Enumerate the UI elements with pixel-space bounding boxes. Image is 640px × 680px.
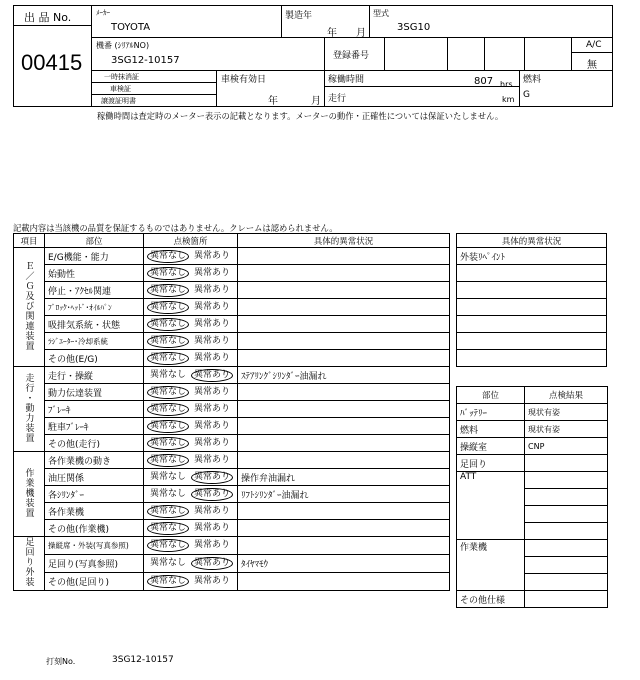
mileage-label: 走行 xyxy=(328,94,347,104)
temp-cert-label: 一時抹消証 xyxy=(104,73,139,81)
right-anomaly-header: 具体的異常状況 xyxy=(457,234,607,248)
ng-circled-mark: 異常あり xyxy=(191,471,233,484)
ng-mark: 異常あり xyxy=(194,386,231,397)
detail-cell xyxy=(238,401,450,418)
inspection-row xyxy=(14,316,450,333)
part-cell: 各作業機 xyxy=(45,503,144,520)
detail-cell xyxy=(238,384,450,401)
inspection-row xyxy=(14,486,450,503)
inspection-row xyxy=(14,401,450,418)
ok-circled-mark: 異常なし xyxy=(147,403,189,416)
ok-circled-mark: 異常なし xyxy=(147,301,189,314)
inspection-header-cell: 部位 xyxy=(45,234,144,248)
ng-mark: 異常あり xyxy=(194,301,231,312)
maker-label: ﾒｰｶｰ xyxy=(96,9,110,17)
inspection-row xyxy=(14,418,450,435)
listing-no-label: 出 品 No. xyxy=(24,11,72,24)
ng-mark: 異常あり xyxy=(194,284,231,295)
status-cell xyxy=(144,555,238,573)
inspection-table xyxy=(13,233,450,591)
inspection-row xyxy=(14,555,450,573)
category-cell xyxy=(14,452,45,537)
right-anomaly-table xyxy=(456,233,607,367)
status-cell xyxy=(144,469,238,486)
detail-cell xyxy=(238,520,450,537)
status-cell xyxy=(144,333,238,350)
detail-cell xyxy=(238,316,450,333)
ng-mark: 異常あり xyxy=(194,454,231,465)
stamp-label: 打刻No. xyxy=(46,657,76,666)
detail-cell: 操作弁油漏れ xyxy=(238,469,450,486)
ok-circled-mark: 異常なし xyxy=(147,284,189,297)
ng-mark: 異常あり xyxy=(194,522,231,533)
results-part-cell: 足回り xyxy=(457,455,525,472)
results-value-cell xyxy=(525,455,608,472)
att-value-cell xyxy=(525,472,608,489)
reg-no-label: 登録番号 xyxy=(333,51,370,61)
part-cell: ﾌﾞﾛｯｸ･ﾍｯﾄﾞ･ｵｲﾙﾊﾟﾝ xyxy=(45,299,144,316)
detail-cell xyxy=(238,435,450,452)
detail-cell: ﾘﾌﾄｼﾘﾝﾀﾞｰ油漏れ xyxy=(238,486,450,503)
ng-mark: 異常あり xyxy=(194,540,231,550)
hours-label: 稼働時間 xyxy=(328,75,365,85)
ok-circled-mark: 異常なし xyxy=(147,575,189,588)
year-unit: 年 xyxy=(327,28,337,39)
ok-circled-mark: 異常なし xyxy=(147,352,189,365)
ok-mark: 異常なし xyxy=(150,488,187,499)
ok-circled-mark: 異常なし xyxy=(147,539,189,552)
part-cell: 操縦席・外装(写真参照) xyxy=(45,537,144,555)
right-anomaly-cell xyxy=(457,299,607,316)
status-cell xyxy=(144,435,238,452)
ng-mark: 異常あり xyxy=(194,437,231,448)
ok-circled-mark: 異常なし xyxy=(147,437,189,450)
part-cell: ﾗｼﾞｴｰﾀｰ･冷却系統 xyxy=(45,333,144,350)
detail-cell xyxy=(238,537,450,555)
ng-mark: 異常あり xyxy=(194,335,231,346)
part-cell: ﾌﾞﾚｰｷ xyxy=(45,401,144,418)
results-table xyxy=(456,386,608,608)
status-cell xyxy=(144,350,238,367)
ok-circled-mark: 異常なし xyxy=(147,522,189,535)
results-header-cell: 部位 xyxy=(457,387,525,404)
results-part-cell: 燃料 xyxy=(457,421,525,438)
work-value-cell xyxy=(525,540,608,557)
right-anomaly-cell xyxy=(457,282,607,299)
part-cell: 駐車ﾌﾞﾚｰｷ xyxy=(45,418,144,435)
results-part-cell: 操縦室 xyxy=(457,438,525,455)
results-value-cell: CNP xyxy=(525,438,608,455)
fuel-value: G xyxy=(523,90,530,100)
ng-circled-mark: 異常あり xyxy=(191,488,233,501)
part-cell: 足回り(写真参照) xyxy=(45,555,144,573)
status-cell xyxy=(144,282,238,299)
results-value-cell: 現状有姿 xyxy=(525,421,608,438)
part-cell: 各作業機の動き xyxy=(45,452,144,469)
other-spec-value xyxy=(525,591,608,608)
fuel-label: 燃料 xyxy=(523,75,542,85)
status-cell xyxy=(144,486,238,503)
ng-mark: 異常あり xyxy=(194,267,231,278)
inspection-row xyxy=(14,248,450,265)
category-label: 作業機装置 xyxy=(23,467,34,518)
att-label: ATT xyxy=(457,472,525,540)
ok-circled-mark: 異常なし xyxy=(147,420,189,433)
status-cell xyxy=(144,265,238,282)
ok-circled-mark: 異常なし xyxy=(147,454,189,467)
right-anomaly-cell xyxy=(457,316,607,333)
detail-cell xyxy=(238,299,450,316)
part-cell: E/G機能・能力 xyxy=(45,248,144,265)
category-label: 走行・動力装置 xyxy=(23,372,34,443)
ng-mark: 異常あり xyxy=(194,318,231,329)
right-anomaly-cell: 外装ﾘﾍﾟｲﾝﾄ xyxy=(457,248,607,265)
ok-mark: 異常なし xyxy=(150,369,187,380)
att-value-cell xyxy=(525,523,608,540)
status-cell xyxy=(144,299,238,316)
detail-cell xyxy=(238,248,450,265)
inspection-header-cell: 具体的異常状況 xyxy=(238,234,450,248)
detail-cell xyxy=(238,418,450,435)
detail-cell: ｽﾃｱﾘﾝｸﾞｼﾘﾝﾀﾞｰ油漏れ xyxy=(238,367,450,384)
maker-value: TOYOTA xyxy=(111,22,151,33)
status-cell xyxy=(144,401,238,418)
part-cell: 停止・ｱｸｾﾙ関連 xyxy=(45,282,144,299)
month-unit: 月 xyxy=(356,28,366,39)
detail-cell xyxy=(238,452,450,469)
stamp-value: 3SG12-10157 xyxy=(112,655,174,665)
status-cell xyxy=(144,503,238,520)
status-cell xyxy=(144,367,238,384)
category-cell xyxy=(14,537,45,591)
right-anomaly-cell xyxy=(457,350,607,367)
detail-cell xyxy=(238,350,450,367)
model-value: 3SG10 xyxy=(397,22,431,33)
notice-quality: 記載内容は当該機の品質を保証するものではありません。クレームは認められません。 xyxy=(13,223,338,233)
listing-no-value: 00415 xyxy=(21,50,83,75)
expiry-month-unit: 月 xyxy=(311,96,321,107)
ng-circled-mark: 異常あり xyxy=(191,369,233,382)
status-cell xyxy=(144,418,238,435)
results-part-cell: ﾊﾞｯﾃﾘｰ xyxy=(457,404,525,421)
ok-circled-mark: 異常なし xyxy=(147,386,189,399)
ok-mark: 異常なし xyxy=(150,558,187,568)
inspection-row xyxy=(14,573,450,591)
status-cell xyxy=(144,537,238,555)
status-cell xyxy=(144,520,238,537)
status-cell xyxy=(144,316,238,333)
inspection-row xyxy=(14,520,450,537)
detail-cell xyxy=(238,265,450,282)
part-cell: 始動性 xyxy=(45,265,144,282)
accept-cert-label: 譲渡証明書 xyxy=(101,97,136,105)
inspection-row xyxy=(14,435,450,452)
hours-value: 807 xyxy=(474,76,494,87)
ok-mark: 異常なし xyxy=(150,471,187,482)
inspection-expiry-label: 車検有効日 xyxy=(221,75,267,85)
inspection-cert-label: 車検証 xyxy=(110,85,131,93)
ac-label: A/C xyxy=(586,40,602,50)
status-cell xyxy=(144,573,238,591)
inspection-row xyxy=(14,350,450,367)
expiry-year-unit: 年 xyxy=(268,96,278,107)
ok-circled-mark: 異常なし xyxy=(147,505,189,518)
inspection-row xyxy=(14,452,450,469)
detail-cell xyxy=(238,333,450,350)
ng-mark: 異常あり xyxy=(194,403,231,414)
inspection-row xyxy=(14,282,450,299)
part-cell: 動力伝達装置 xyxy=(45,384,144,401)
ok-circled-mark: 異常なし xyxy=(147,318,189,331)
category-label: Ｅ／Ｇ及び関連装置 xyxy=(23,260,34,351)
att-value-cell xyxy=(525,489,608,506)
ok-circled-mark: 異常なし xyxy=(147,267,189,280)
work-value-cell xyxy=(525,574,608,591)
right-anomaly-cell xyxy=(457,333,607,350)
ng-mark: 異常あり xyxy=(194,505,231,516)
status-cell xyxy=(144,248,238,265)
inspection-row xyxy=(14,265,450,282)
status-cell xyxy=(144,452,238,469)
model-label: 型式 xyxy=(373,9,389,18)
ng-mark: 異常あり xyxy=(194,420,231,431)
part-cell: その他(作業機) xyxy=(45,520,144,537)
inspection-header-cell: 点検箇所 xyxy=(144,234,238,248)
other-spec-label: その他仕様 xyxy=(457,591,525,608)
ac-value: 無 xyxy=(587,60,597,71)
inspection-row xyxy=(14,469,450,486)
inspection-row xyxy=(14,384,450,401)
hours-unit: hrs xyxy=(500,80,513,89)
ng-circled-mark: 異常あり xyxy=(191,557,233,570)
part-cell: 吸排気系統・状態 xyxy=(45,316,144,333)
inspection-header-cell: 項目 xyxy=(14,234,45,248)
detail-cell: ﾀｲﾔﾏﾓｳ xyxy=(238,555,450,573)
part-cell: その他(足回り) xyxy=(45,573,144,591)
serial-value: 3SG12-10157 xyxy=(111,55,180,66)
part-cell: その他(E/G) xyxy=(45,350,144,367)
inspection-row xyxy=(14,537,450,555)
category-label: 足回り外装 xyxy=(23,537,34,587)
part-cell: 油圧関係 xyxy=(45,469,144,486)
results-value-cell: 現状有姿 xyxy=(525,404,608,421)
results-header-cell: 点検結果 xyxy=(525,387,608,404)
work-value-cell xyxy=(525,557,608,574)
status-cell xyxy=(144,384,238,401)
detail-cell xyxy=(238,282,450,299)
att-value-cell xyxy=(525,506,608,523)
year-label: 製造年 xyxy=(285,11,313,21)
ng-mark: 異常あり xyxy=(194,352,231,363)
right-anomaly-cell xyxy=(457,265,607,282)
ng-mark: 異常あり xyxy=(194,250,231,261)
work-label: 作業機 xyxy=(457,540,525,591)
ng-mark: 異常あり xyxy=(194,576,231,586)
mileage-unit: km xyxy=(502,95,515,104)
inspection-row xyxy=(14,299,450,316)
notice-hours: 稼働時間は査定時のメーター表示の記載となります。メーターの動作・正確性については保証いたしません。 xyxy=(97,111,504,121)
detail-cell xyxy=(238,503,450,520)
part-cell: 各ｼﾘﾝﾀﾞｰ xyxy=(45,486,144,503)
serial-label: 機番 (ｼﾘｱﾙNO) xyxy=(96,41,150,50)
part-cell: 走行・操縦 xyxy=(45,367,144,384)
part-cell: その他(走行) xyxy=(45,435,144,452)
inspection-row xyxy=(14,367,450,384)
ok-circled-mark: 異常なし xyxy=(147,250,189,263)
detail-cell xyxy=(238,573,450,591)
ok-circled-mark: 異常なし xyxy=(147,335,189,348)
inspection-row xyxy=(14,503,450,520)
inspection-row xyxy=(14,333,450,350)
category-cell xyxy=(14,248,45,367)
category-cell xyxy=(14,367,45,452)
